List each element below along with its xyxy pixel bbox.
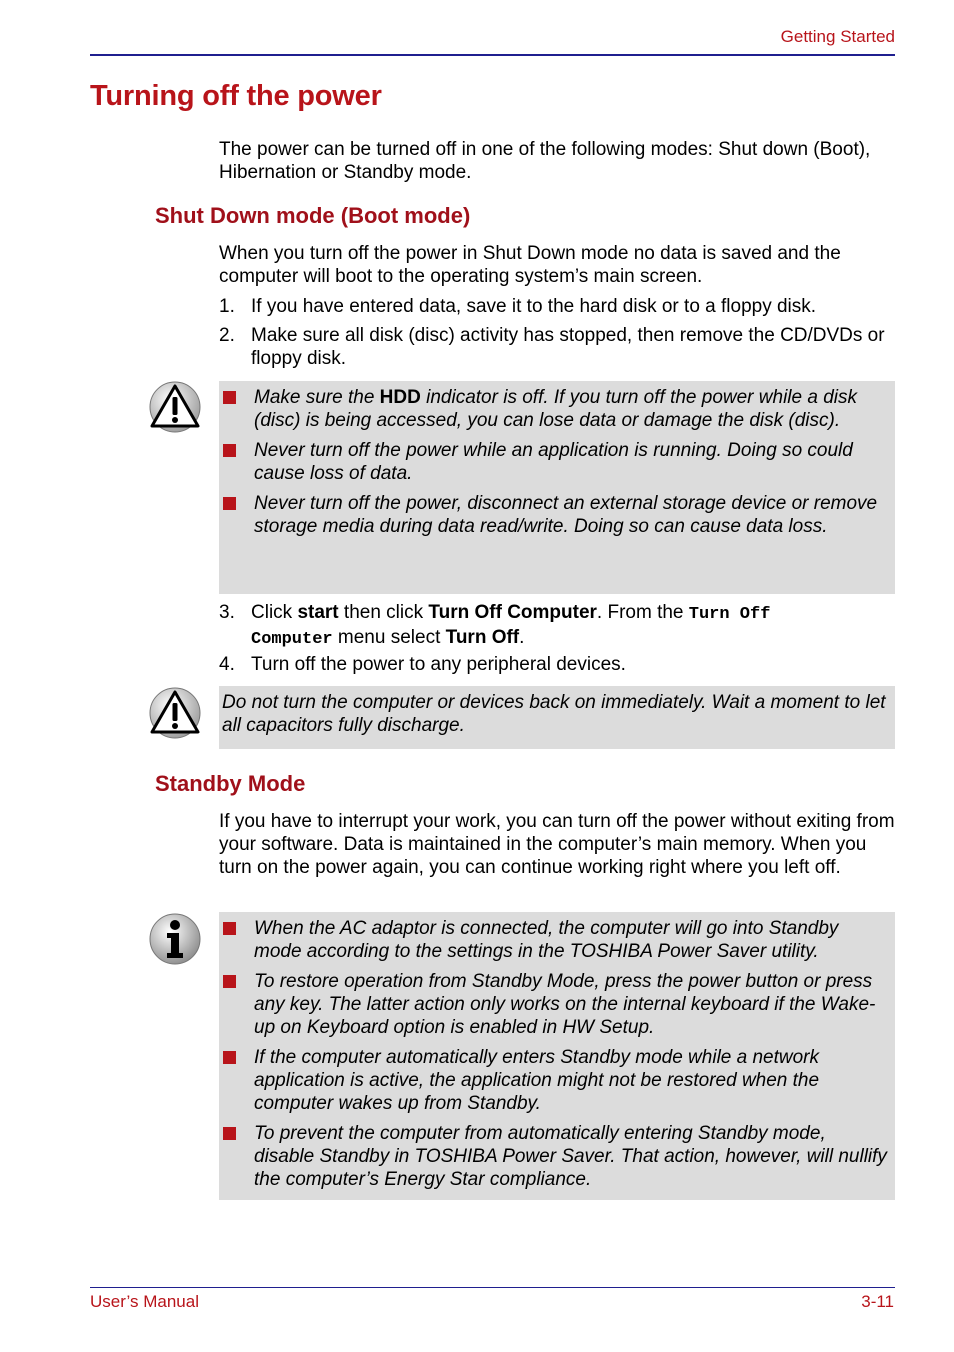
caution-item <box>222 492 887 538</box>
note-item <box>222 1046 887 1115</box>
footer-manual-title: User’s Manual <box>90 1292 199 1311</box>
step-number: 1. <box>219 296 235 317</box>
step-number: 4. <box>219 654 235 675</box>
caution-item-text: Never turn off the power while an application is running. Doing so could cause loss of data. <box>254 440 853 484</box>
caution-note-box-2 <box>219 686 895 749</box>
bullet-square-icon <box>223 391 236 404</box>
bullet-square-icon <box>223 922 236 935</box>
step-2 <box>219 324 895 370</box>
standby-heading: Standby Mode <box>155 771 306 796</box>
bullet-square-icon <box>223 1051 236 1064</box>
step-1 <box>219 295 895 318</box>
caution-item-text: Make sure the HDD indicator is off. If you turn off the power while a disk (disc) is being accessed, you can lose data or damage the disk (disc). <box>254 387 857 431</box>
step-text: If you have entered data, save it to the hard disk or to a floppy disk. <box>251 296 817 317</box>
caution-icon <box>148 686 202 740</box>
page-title: Turning off the power <box>90 80 382 112</box>
intro-paragraph: The power can be turned off in one of the following modes: Shut down (Boot), Hibernation or Standby mode. <box>219 139 871 183</box>
shutdown-paragraph: When you turn off the power in Shut Down mode no data is saved and the computer will boot to the operating system’s main screen. <box>219 243 841 287</box>
note-item <box>222 970 887 1039</box>
header-rule <box>90 54 895 56</box>
step-text: Click start then click Turn Off Computer. From the Turn Off Computer menu select Turn Off. <box>251 602 771 649</box>
running-header: Getting Started <box>780 27 895 46</box>
note-item <box>222 1122 887 1191</box>
info-note-box <box>219 912 895 1200</box>
caution-item <box>222 386 887 432</box>
step-number: 3. <box>219 602 235 623</box>
step-text: Make sure all disk (disc) activity has stopped, then remove the CD/DVDs or floppy disk. <box>251 325 885 369</box>
step-text: Turn off the power to any peripheral devices. <box>251 654 626 675</box>
bullet-square-icon <box>223 975 236 988</box>
note-item <box>222 917 887 963</box>
caution-item <box>222 439 887 485</box>
step-4 <box>219 653 895 676</box>
footer-rule <box>90 1287 895 1288</box>
footer-page-number: 3-11 <box>861 1292 894 1311</box>
note-item-text: To prevent the computer from automatically entering Standby mode, disable Standby in TOSHIBA Power Saver. That action, however, will nullify the computer’s Energy Star compliance. <box>254 1123 887 1190</box>
step-3 <box>219 601 895 651</box>
bullet-square-icon <box>223 1127 236 1140</box>
caution-icon <box>148 380 202 434</box>
note-item-text: If the computer automatically enters Standby mode while a network application is active, the application might not be restored when the computer wakes up from Standby. <box>254 1047 820 1114</box>
note-item-text: When the AC adaptor is connected, the computer will go into Standby mode according to the settings in the TOSHIBA Power Saver utility. <box>254 918 839 962</box>
caution-note-box <box>219 381 895 594</box>
note-item-text: To restore operation from Standby Mode, press the power button or press any key. The latter action only works on the internal keyboard if the Wake-up on Keyboard option is enabled in HW Setup. <box>254 971 876 1038</box>
standby-paragraph: If you have to interrupt your work, you can turn off the power without exiting from your software. Data is maintained in the computer’s main memory. When you turn on the power again, you can continue working right where you left off. <box>219 811 895 878</box>
shutdown-heading: Shut Down mode (Boot mode) <box>155 203 471 228</box>
bullet-square-icon <box>223 444 236 457</box>
info-icon <box>148 912 202 966</box>
step-number: 2. <box>219 325 235 346</box>
caution-item-text: Never turn off the power, disconnect an external storage device or remove storage media during data read/write. Doing so can cause data loss. <box>254 493 878 537</box>
caution-text: Do not turn the computer or devices back on immediately. Wait a moment to let all capacitors fully discharge. <box>222 692 886 736</box>
bullet-square-icon <box>223 497 236 510</box>
